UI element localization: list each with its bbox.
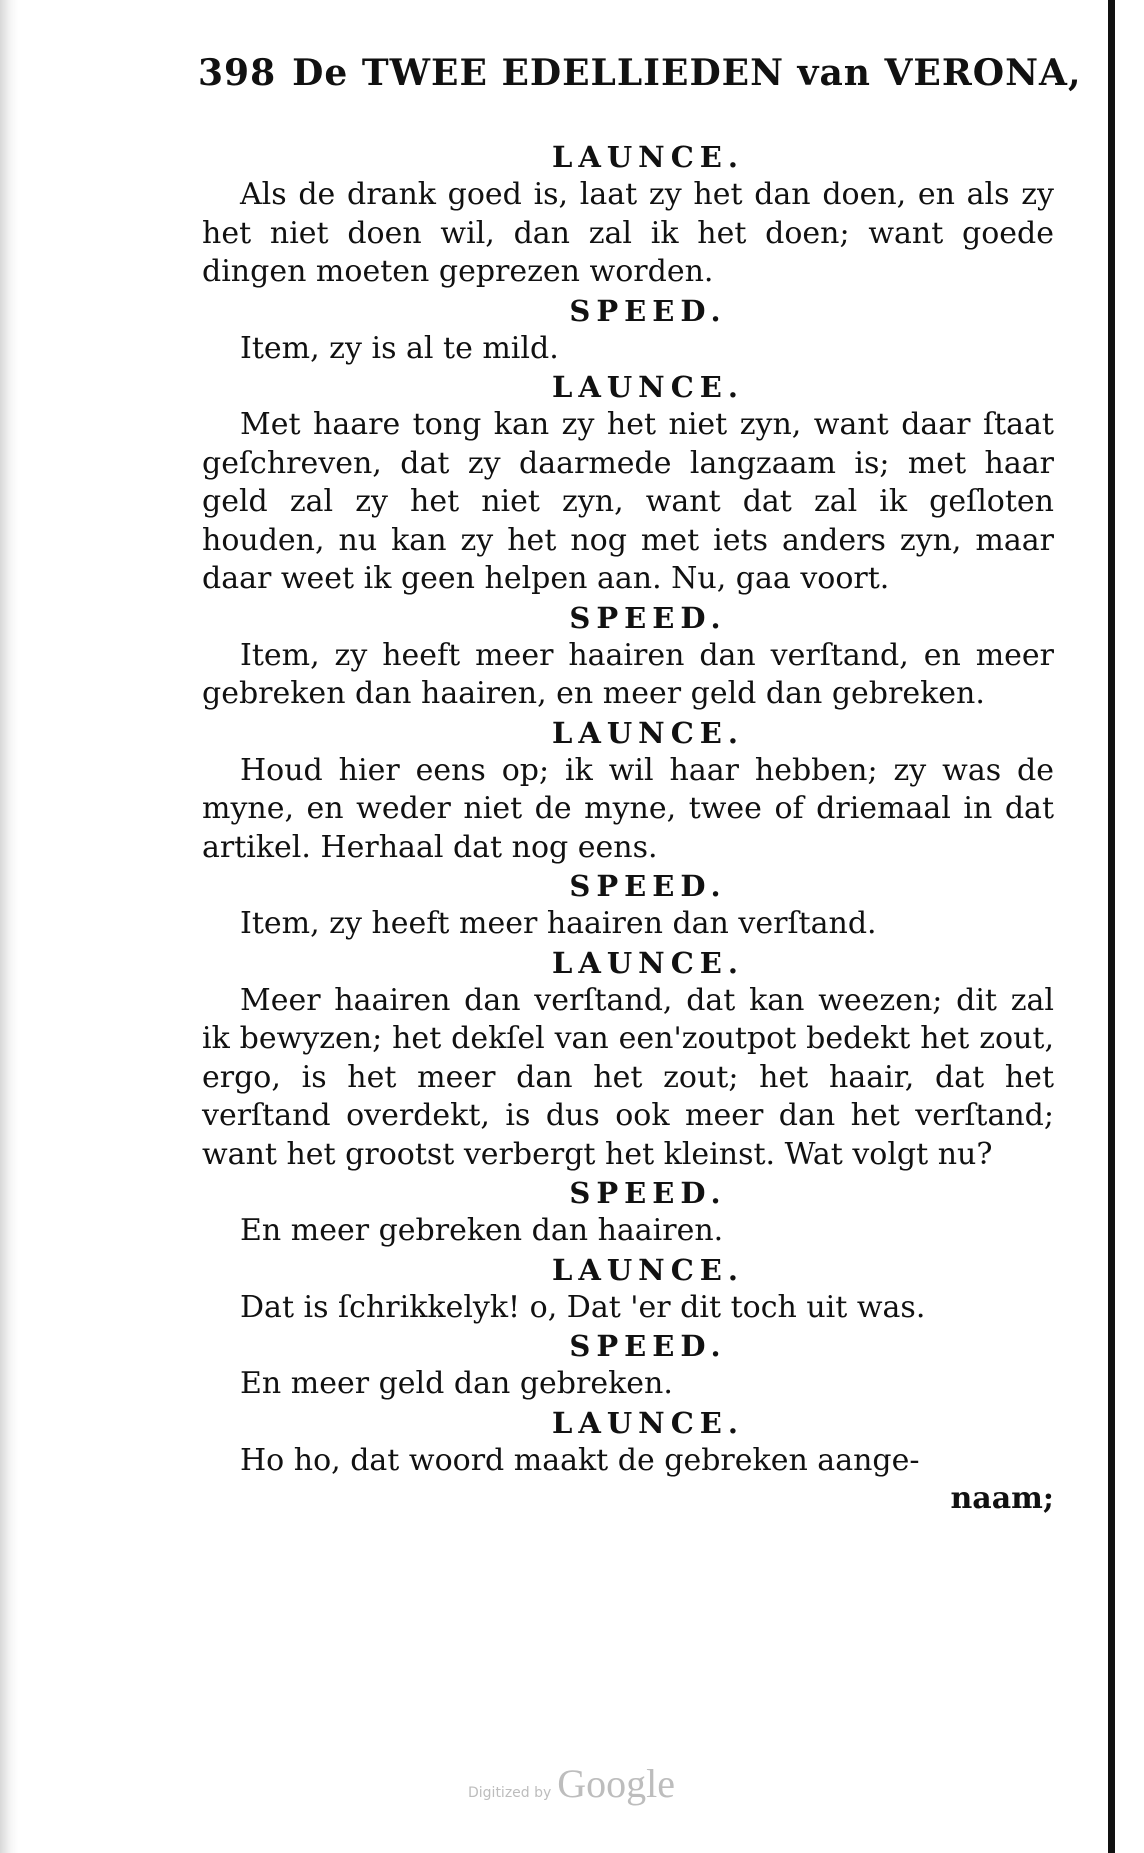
digitized-watermark <box>468 1760 708 1810</box>
running-head <box>198 52 1082 102</box>
page-edge-left <box>0 0 18 1853</box>
speaker-name: LAUNCE. <box>552 945 744 980</box>
catchword: naam; <box>950 1481 1054 1516</box>
speaker-name: LAUNCE. <box>552 715 744 750</box>
speech: En meer geld dan gebreken. <box>240 1366 673 1401</box>
speech: Item, zy heeft meer haairen dan verſtand, en meer gebreken dan haairen, en meer geld dan gebreken. <box>202 637 1054 711</box>
speech: En meer gebreken dan haairen. <box>240 1213 724 1248</box>
page-edge-right <box>1108 0 1115 1853</box>
speech: Meer haairen dan verſtand, dat kan weezen; dit zal ik bewyzen; het dekſel van een'zoutpot bedekt het zout, ergo, is het meer dan het zout; het haair, dat het verſtand overdekt, is dus ook meer dan het verſtand; want het grootst verbergt het kleinst. Wat volgt nu? <box>202 982 1054 1172</box>
page-edge-right-margin <box>1115 0 1144 1853</box>
watermark-brand: Google <box>557 1761 676 1806</box>
speech: Item, zy heeft meer haairen dan verſtand. <box>240 906 877 941</box>
speaker-name: SPEED. <box>569 869 727 903</box>
speaker-name: LAUNCE. <box>552 1405 744 1440</box>
speech: Houd hier eens op; ik wil haar hebben; zy was de myne, en weder niet de myne, twee of driemaal in dat artikel. Herhaal dat nog eens. <box>202 752 1054 865</box>
speech: Als de drank goed is, laat zy het dan doen, en als zy het niet doen wil, dan zal ik het doen; want goede dingen moeten geprezen worden. <box>202 177 1054 289</box>
dialogue-text <box>202 138 1054 1519</box>
speech: Ho ho, dat woord maakt de gebreken aange- <box>240 1442 920 1478</box>
speaker-name: SPEED. <box>569 1176 727 1210</box>
speaker-name: LAUNCE. <box>552 1252 744 1287</box>
page-number: 398 <box>198 52 277 94</box>
speaker-name: SPEED. <box>569 600 727 635</box>
speech: Dat is ſchrikkelyk! o, Dat 'er dit toch uit was. <box>240 1289 926 1325</box>
speech: Met haare tong kan zy het niet zyn, want daar ſtaat geſchreven, dat zy daarmede langzaam is; met haar geld zal zy het niet zyn, want dat zal ik geſloten houden, nu kan zy het nog met iets anders zyn, maar daar weet ik geen helpen aan. Nu, gaa voort. <box>202 407 1054 596</box>
running-title: De TWEE EDELLIEDEN van VERONA, <box>292 52 1082 94</box>
speaker-name: SPEED. <box>569 1329 727 1363</box>
speaker-name: SPEED. <box>569 293 727 328</box>
speaker-name: LAUNCE. <box>552 370 744 404</box>
watermark-prefix: Digitized by <box>468 1785 552 1801</box>
speaker-name: LAUNCE. <box>552 140 744 174</box>
speech: Item, zy is al te mild. <box>240 330 559 366</box>
